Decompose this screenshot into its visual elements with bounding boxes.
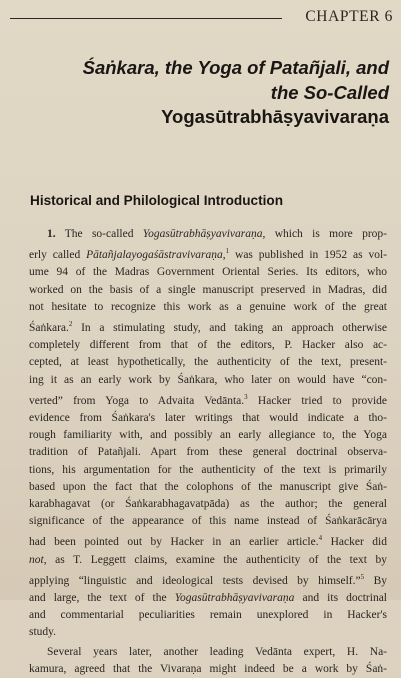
text-run: and its doctrinal	[294, 592, 388, 605]
text-run: Hacker tried to provide	[247, 394, 387, 407]
body-line	[29, 569, 387, 590]
body-line: kamura, agreed that the Vivaraṇa might indeed be a work by Śaṅ-	[29, 662, 387, 675]
body-line: cepted, at least hypothetically, the authenticity of the text, present-	[29, 356, 387, 369]
section-heading: Historical and Philological Introduction	[30, 193, 284, 208]
body-line	[29, 552, 387, 569]
body-line: tradition of Patañjali. Apart from these general doctrinal observa-	[29, 446, 387, 459]
text-run: had been pointed out by Hacker in an earlier article.	[29, 536, 319, 549]
text-run: By	[364, 574, 388, 587]
body-line	[29, 389, 387, 410]
body-line	[29, 590, 387, 607]
italic-title: Yogasūtrabhāṣyavivaraṇa	[142, 228, 263, 240]
text-run: , which is more prop-	[262, 228, 387, 240]
italic-title: Pātañjalayogaśāstravivaraṇa	[86, 249, 223, 262]
body-line	[29, 243, 387, 264]
body-line: tions, his argumentation for the authenticity of the text is primarily	[29, 463, 387, 476]
body-line: completely different from that of the editors, P. Hacker also ac-	[29, 339, 387, 352]
footnote-ref: 2	[68, 320, 73, 329]
text-run: and large, the text of the	[29, 592, 175, 605]
text-run: erly called	[29, 249, 87, 262]
body-line: karabhagavat (or Śaṅkarabhagavatpāda) as the author; the general	[29, 498, 387, 511]
body-line: study.	[29, 626, 57, 639]
header-rule	[10, 18, 282, 19]
body-line: and commentarial peculiarities remain unexplored in Hacker's	[29, 609, 387, 622]
footnote-ref: 1	[225, 247, 230, 256]
text-run: The so-called	[64, 228, 143, 240]
italic-emphasis: not	[29, 553, 44, 566]
body-line	[29, 316, 387, 337]
body-line: ing it as an early work by Śaṅkara, who later on would have “con-	[29, 373, 387, 386]
text-run: verted” from Yoga to Advaita Vedānta.	[29, 394, 245, 407]
body-line: not hesitate to recognize this work as a genuine work of the great	[29, 300, 387, 313]
body-line: significance of the appearance of this name instead of Śaṅkarācārya	[29, 515, 387, 528]
chapter-title	[29, 56, 389, 130]
title-line-2: the So-Called	[270, 81, 389, 103]
text-run: was published in 1952 as vol-	[229, 249, 387, 262]
title-line-3: Yogasūtrabhāṣyavivaraṇa	[161, 106, 389, 127]
body-line: rough familiarity with, and possibly an early allegiance to, the Yoga	[29, 429, 387, 442]
title-line-1: Śaṅkara, the Yoga of Patañjali, and	[82, 57, 389, 78]
text-run: Śaṅkara.	[29, 322, 69, 335]
text-run: , as T. Leggett claims, examine the authenticity of the text by	[43, 553, 387, 566]
body-line: worked on the basis of a single manuscript preserved in Madras, did	[29, 283, 387, 296]
body-line: based upon the fact that the colophons of the manuscript give Śaṅ-	[29, 480, 387, 493]
footnote-ref: 4	[318, 534, 323, 543]
body-line: Several years later, another leading Vedānta expert, H. Na-	[47, 645, 387, 658]
text-run: ,	[222, 249, 226, 262]
body-line	[29, 226, 387, 243]
paragraph-number: 1.	[47, 228, 56, 240]
chapter-label: CHAPTER 6	[305, 8, 393, 25]
italic-title: Yogasūtrabhāṣyavivaraṇa	[174, 592, 295, 605]
body-line: evidence from Śaṅkara's later writings that would indicate a tho-	[29, 412, 387, 425]
text-run: applying “linguistic and ideological tests devised by himself.”	[29, 574, 361, 587]
footnote-ref: 3	[244, 392, 248, 401]
text-run: Hacker did	[322, 536, 387, 549]
body-line	[29, 530, 387, 551]
footnote-ref: 5	[360, 572, 365, 581]
body-line: ume 94 of the Madras Government Oriental Series. Its editors, who	[29, 266, 387, 279]
body-text	[29, 226, 387, 678]
text-run: In a stimulating study, and taking an approach otherwise	[72, 322, 387, 335]
